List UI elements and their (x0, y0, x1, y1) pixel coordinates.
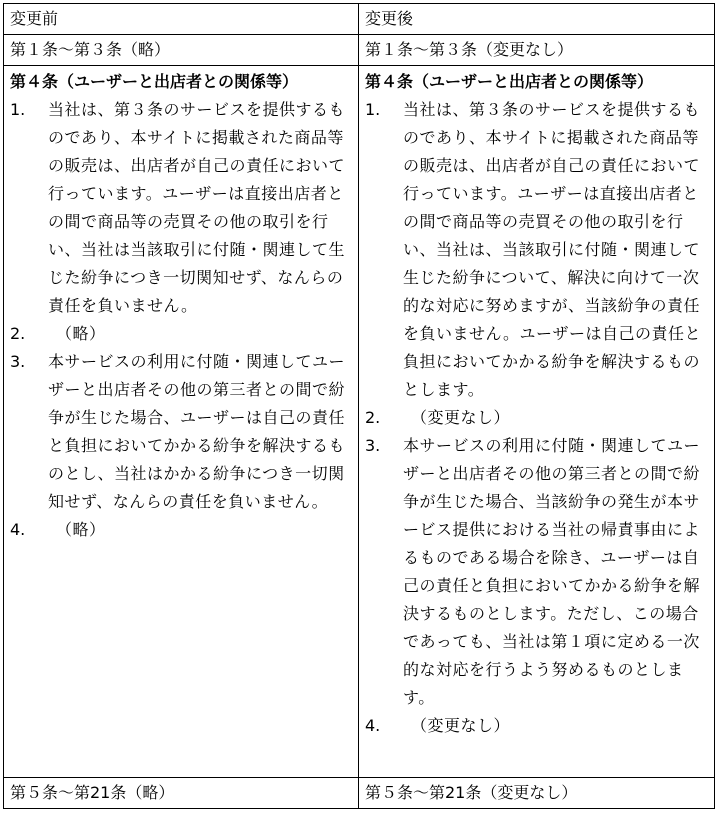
articles-5-21-row (4, 778, 715, 809)
after-item-1 (365, 96, 706, 404)
item-text: 本サービスの利用に付随・関連してユーザーと出店者その他の第三者との間で紛争が生じた場合、ユーザーは自己の責任と負担においてかかる紛争を解決するものとし、当社はかかる紛争につき一切関知せず、なんらの責任を負いません。 (48, 352, 346, 511)
comparison-table (3, 3, 715, 809)
articles-5-21-after: 第５条〜第21条（変更なし） (359, 778, 715, 809)
after-item-3 (365, 432, 706, 712)
item-number: 2. (10, 324, 26, 343)
before-item-1 (10, 96, 350, 320)
item-text: （変更なし） (411, 408, 511, 427)
header-before: 変更前 (4, 4, 359, 35)
item-text: （略） (56, 324, 106, 343)
articles-1-3-after: 第１条〜第３条（変更なし） (359, 35, 715, 66)
articles-1-3-row (4, 35, 715, 66)
item-text: （略） (56, 520, 106, 539)
item-number: 3. (365, 436, 381, 455)
item-text: 当社は、第３条のサービスを提供するものであり、本サイトに掲載された商品等の販売は、出店者が自己の責任において行っています。ユーザーは直接出店者との間で商品等の売買その他の取引を行い、当社は、当該取引に付随・関連して生じた紛争について、解決に向けて一次的な対応に努めますが、当該紛争の責任を負いません。ユーザーは自己の責任と負担においてかかる紛争を解決するものとします。 (403, 100, 701, 399)
after-item-2 (365, 404, 706, 432)
item-number: 2. (365, 408, 381, 427)
item-text: （変更なし） (411, 716, 511, 735)
item-text: 当社は、第３条のサービスを提供するものであり、本サイトに掲載された商品等の販売は、出店者が自己の責任において行っています。ユーザーは直接出店者との間で商品等の売買その他の取引を行い、当社は当該取引に付随・関連して生じた紛争につき一切関知せず、なんらの責任を負いません。 (48, 100, 346, 315)
item-number: 3. (10, 352, 26, 371)
after-item-4 (365, 712, 706, 740)
article-4-title-after: 第４条（ユーザーと出店者との関係等） (365, 72, 654, 91)
before-item-3 (10, 348, 350, 516)
item-text: 本サービスの利用に付随・関連してユーザーと出店者その他の第三者との間で紛争が生じた場合、当該紛争の発生が本サービス提供における当社の帰責事由によるものである場合を除き、ユーザーは自己の責任と負担においてかかる紛争を解決するものとします。ただし、この場合であっても、当社は第１項に定める一次的な対応を行うよう努めるものとします。 (403, 436, 701, 707)
article-4-after-cell (359, 66, 715, 778)
header-after: 変更後 (359, 4, 715, 35)
item-number: 4. (365, 716, 381, 735)
item-number: 1. (365, 100, 381, 119)
item-number: 1. (10, 100, 26, 119)
article-4-before-cell (4, 66, 359, 778)
article-4-row (4, 66, 715, 778)
header-row (4, 4, 715, 35)
before-item-2 (10, 320, 350, 348)
before-item-4 (10, 516, 350, 544)
articles-1-3-before: 第１条〜第３条（略） (4, 35, 359, 66)
item-number: 4. (10, 520, 26, 539)
article-4-title-before: 第４条（ユーザーと出店者との関係等） (10, 72, 299, 91)
articles-5-21-before: 第５条〜第21条（略） (4, 778, 359, 809)
